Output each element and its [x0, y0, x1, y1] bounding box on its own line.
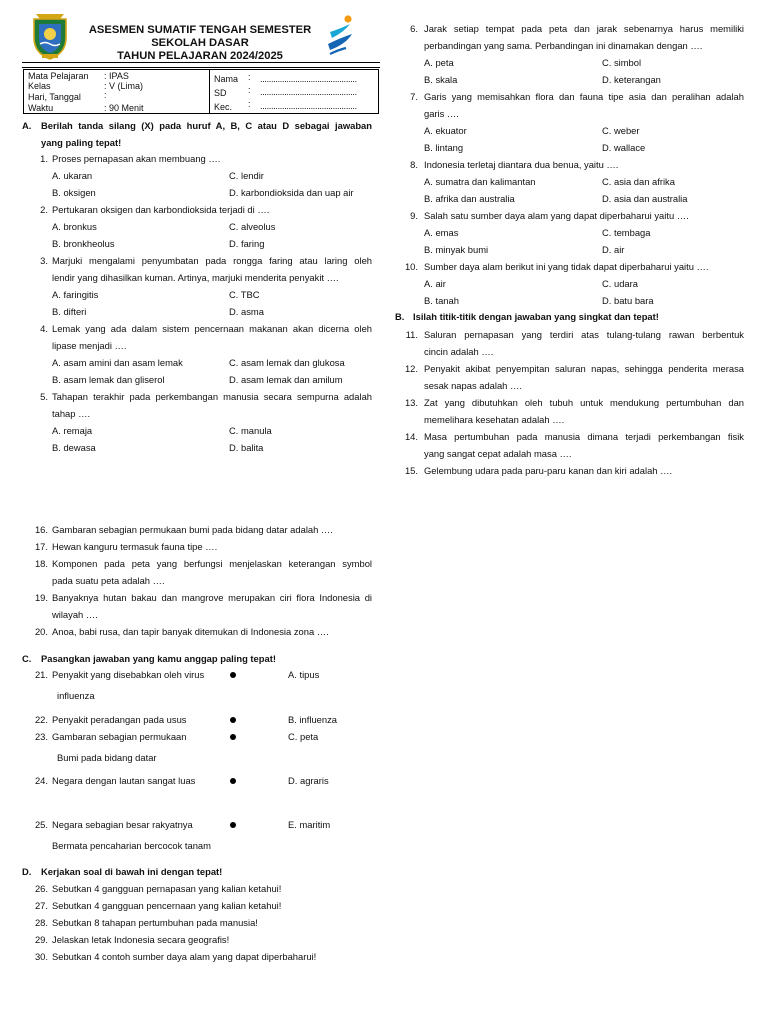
- section-a-title-line-2: yang paling tepat!: [41, 137, 122, 148]
- exam-title-line-1: ASESMEN SUMATIF TENGAH SEMESTER: [88, 24, 312, 36]
- question-text: Tahapan terakhir pada perkembangan manusia secara sempurna adalah: [52, 391, 372, 402]
- question-text: Zat yang dibutuhkan oleh tubuh untuk mendukung pertumbuhan dan: [424, 397, 744, 408]
- district-label: Kec.: [214, 102, 233, 112]
- matching-answer[interactable]: A. tipus: [288, 669, 320, 680]
- question-number: 2.: [40, 204, 48, 215]
- answer-option[interactable]: A. asam amini dan asam lemak: [52, 357, 183, 368]
- question-text: Hewan kanguru termasuk fauna tipe ….: [52, 541, 218, 552]
- question-text: cincin adalah ….: [424, 346, 494, 357]
- matching-answer[interactable]: D. agraris: [288, 775, 329, 786]
- answer-option[interactable]: B. dewasa: [52, 442, 96, 453]
- name-label: Nama: [214, 74, 239, 84]
- class-label: Kelas: [28, 81, 51, 91]
- question-text: Sebutkan 4 gangguan pencernaan yang kalian ketahui!: [52, 900, 282, 911]
- question-text: pada suatu peta adalah ….: [52, 575, 165, 586]
- question-text: Indonesia terletaj diantara dua benua, yaitu ….: [424, 159, 619, 170]
- question-number: 4.: [40, 323, 48, 334]
- answer-option[interactable]: A. peta: [424, 57, 454, 68]
- answer-option[interactable]: D. asia dan australia: [602, 193, 688, 204]
- question-number: 3.: [40, 255, 48, 266]
- question-text: Gambaran sebagian permukaan bumi pada bidang datar adalah ….: [52, 524, 333, 535]
- question-text: sesak napas adalah ….: [424, 380, 522, 391]
- answer-option[interactable]: C. lendir: [229, 170, 264, 181]
- section-a-letter: A.: [22, 120, 32, 131]
- matching-bullet[interactable]: [230, 778, 236, 784]
- district-field[interactable]: ............................................: [260, 101, 357, 111]
- answer-option[interactable]: C. udara: [602, 278, 638, 289]
- question-number: 20.: [34, 626, 48, 637]
- answer-option[interactable]: B. tanah: [424, 295, 459, 306]
- question-number: 30.: [34, 951, 48, 962]
- question-number: 13.: [404, 397, 418, 408]
- answer-option[interactable]: D. batu bara: [602, 295, 654, 306]
- answer-option[interactable]: A. ukaran: [52, 170, 93, 181]
- matching-answer[interactable]: E. maritim: [288, 819, 331, 830]
- question-text: Sebutkan 4 contoh sumber daya alam yang dapat diperbaharui!: [52, 951, 317, 962]
- question-number: 29.: [34, 934, 48, 945]
- answer-option[interactable]: B. asam lemak dan gliserol: [52, 374, 165, 385]
- subject-label: Mata Pelajaran: [28, 71, 89, 81]
- answer-option[interactable]: B. difteri: [52, 306, 87, 317]
- question-text: Sebutkan 4 gangguan pernapasan yang kalian ketahui!: [52, 883, 282, 894]
- question-text: Pertukaran oksigen dan karbondioksida terjadi di ….: [52, 204, 270, 215]
- answer-option[interactable]: C. simbol: [602, 57, 642, 68]
- question-number: 25.: [34, 819, 48, 830]
- question-number: 11.: [405, 329, 418, 340]
- matching-answer[interactable]: C. peta: [288, 731, 319, 742]
- question-text: memelihara kesehatan adalah ….: [424, 414, 565, 425]
- exam-title-line-2: SEKOLAH DASAR: [151, 37, 249, 49]
- question-number: 19.: [34, 592, 48, 603]
- question-number: 23.: [34, 731, 48, 742]
- matching-answer[interactable]: B. influenza: [288, 714, 337, 725]
- district-colon: :: [248, 99, 251, 109]
- question-number: 16.: [34, 524, 48, 535]
- answer-option[interactable]: C. manula: [229, 425, 272, 436]
- question-number: 27.: [34, 900, 48, 911]
- date-value: :: [104, 90, 107, 100]
- question-text: lipase menjadi ….: [52, 340, 127, 351]
- answer-option[interactable]: B. oksigen: [52, 187, 96, 198]
- answer-option[interactable]: A. air: [424, 278, 446, 289]
- section-c-letter: C.: [22, 653, 32, 664]
- question-number: 21.: [34, 669, 48, 680]
- question-number: 8.: [410, 159, 418, 170]
- question-text: Jarak setiap tempat pada peta dan jarak sebenarnya harus memiliki: [424, 23, 744, 34]
- answer-option[interactable]: A. ekuator: [424, 125, 467, 136]
- matching-prompt: Gambaran sebagian permukaan: [52, 731, 187, 742]
- class-value: : V (Lima): [104, 81, 144, 91]
- question-number: 22.: [34, 714, 48, 725]
- answer-option[interactable]: A. sumatra dan kalimantan: [424, 176, 536, 187]
- answer-option[interactable]: D. wallace: [602, 142, 646, 153]
- matching-bullet[interactable]: [230, 734, 236, 740]
- answer-option[interactable]: B. skala: [424, 74, 458, 85]
- question-text: wilayah ….: [52, 609, 98, 620]
- question-number: 10.: [404, 261, 418, 272]
- answer-option[interactable]: C. alveolus: [229, 221, 276, 232]
- matching-prompt: Negara dengan lautan sangat luas: [52, 775, 196, 786]
- question-text: Sebutkan 8 tahapan pertumbuhan pada manusia!: [52, 917, 258, 928]
- matching-prompt: Penyakit peradangan pada usus: [52, 714, 187, 725]
- question-number: 6.: [410, 23, 418, 34]
- answer-option[interactable]: A. emas: [424, 227, 459, 238]
- student-info-box: [23, 69, 379, 114]
- education-emblem-icon: [324, 14, 358, 58]
- question-number: 18.: [34, 558, 48, 569]
- question-number: 17.: [34, 541, 48, 552]
- question-text: Anoa, babi rusa, dan tapir banyak ditemukan di Indonesia zona ….: [52, 626, 329, 637]
- question-text: tahap ….: [52, 408, 91, 419]
- question-text: perbandingan yang sama. Perbandingan ini dinamakan dengan ….: [424, 40, 703, 51]
- name-field[interactable]: ............................................: [260, 74, 357, 84]
- answer-option[interactable]: D. keterangan: [602, 74, 661, 85]
- school-field[interactable]: ............................................: [260, 87, 357, 97]
- matching-prompt: Penyakit yang disebabkan oleh virus: [52, 669, 205, 680]
- answer-option[interactable]: B. bronkheolus: [52, 238, 115, 249]
- question-number: 9.: [410, 210, 418, 221]
- answer-option[interactable]: A. remaja: [52, 425, 93, 436]
- question-text: lendir yang dihasilkan kuman. Artinya, marjuki menderita penyakit ….: [52, 272, 339, 283]
- question-number: 1.: [40, 153, 48, 164]
- answer-option[interactable]: C. weber: [602, 125, 640, 136]
- answer-option[interactable]: B. afrika dan australia: [424, 193, 515, 204]
- question-text: Lemak yang ada dalam sistem pencernaan makanan akan dicerna oleh: [52, 323, 372, 334]
- answer-option[interactable]: A. bronkus: [52, 221, 97, 232]
- section-d-letter: D.: [22, 866, 32, 877]
- matching-prompt: Bermata pencaharian bercocok tanam: [52, 840, 211, 851]
- school-label: SD: [214, 88, 227, 98]
- matching-prompt: Bumi pada bidang datar: [57, 752, 157, 763]
- answer-option[interactable]: D. faring: [229, 238, 265, 249]
- matching-bullet[interactable]: [230, 672, 236, 678]
- school-colon: :: [248, 85, 251, 95]
- matching-bullet[interactable]: [230, 717, 236, 723]
- question-number: 14.: [404, 431, 418, 442]
- answer-option[interactable]: D. karbondioksida dan uap air: [229, 187, 354, 198]
- question-text: garis ….: [424, 108, 459, 119]
- question-text: Marjuki mengalami penyumbatan pada rongga faring atau laring oleh: [52, 255, 372, 266]
- answer-option[interactable]: C. TBC: [229, 289, 260, 300]
- question-number: 28.: [34, 917, 48, 928]
- name-colon: :: [248, 72, 251, 82]
- question-text: Banyaknya hutan bakau dan mangrove merupakan ciri flora Indonesia di: [52, 592, 372, 603]
- answer-option[interactable]: D. balita: [229, 442, 264, 453]
- date-label: Hari, Tanggal: [28, 92, 81, 102]
- question-number: 7.: [410, 91, 418, 102]
- question-text: Gelembung udara pada paru-paru kanan dan kiri adalah ….: [424, 465, 673, 476]
- question-text: Salah satu sumber daya alam yang dapat diperbaharui yaitu ….: [424, 210, 689, 221]
- question-number: 26.: [34, 883, 48, 894]
- answer-option[interactable]: D. asam lemak dan amilum: [229, 374, 343, 385]
- section-d-title: Kerjakan soal di bawah ini dengan tepat!: [41, 866, 223, 877]
- question-text: Penyakit akibat penyempitan saluran napas, sehingga penderita merasa: [424, 363, 744, 374]
- matching-prompt: influenza: [57, 690, 95, 701]
- matching-bullet[interactable]: [230, 822, 236, 828]
- section-b-letter: B.: [395, 311, 405, 322]
- question-number: 5.: [40, 391, 48, 402]
- info-box-divider: [209, 70, 210, 113]
- question-text: Masa pertumbuhan pada manusia dimana terjadi perkembangan fisik: [424, 431, 744, 442]
- question-text: Garis yang memisahkan flora dan fauna tipe asia dan peralihan adalah: [424, 91, 744, 102]
- question-text: Jelaskan letak Indonesia secara geografis!: [52, 934, 230, 945]
- section-c-title: Pasangkan jawaban yang kamu anggap paling tepat!: [41, 653, 276, 664]
- time-value: : 90 Menit: [104, 103, 144, 113]
- answer-option[interactable]: C. tembaga: [602, 227, 651, 238]
- answer-option[interactable]: C. asia dan afrika: [602, 176, 675, 187]
- question-number: 15.: [404, 465, 418, 476]
- section-b-title: Isilah titik-titik dengan jawaban yang singkat dan tepat!: [413, 311, 659, 322]
- header-double-rule: [22, 62, 380, 68]
- question-text: yang sangat cepat adalah masa ….: [424, 448, 572, 459]
- answer-option[interactable]: D. air: [602, 244, 625, 255]
- regency-crest-icon: [30, 12, 70, 60]
- answer-option[interactable]: B. minyak bumi: [424, 244, 489, 255]
- answer-option[interactable]: A. faringitis: [52, 289, 99, 300]
- question-number: 12.: [404, 363, 418, 374]
- question-text: Proses pernapasan akan membuang ….: [52, 153, 221, 164]
- question-text: Komponen pada peta yang berfungsi menjelaskan keterangan symbol: [52, 558, 372, 569]
- question-text: Sumber daya alam berikut ini yang tidak dapat diperbaharui yaitu ….: [424, 261, 709, 272]
- exam-title-line-3: TAHUN PELAJARAN 2024/2025: [117, 50, 283, 62]
- answer-option[interactable]: C. asam lemak dan glukosa: [229, 357, 345, 368]
- question-text: Saluran pernapasan yang terdiri atas tulang-tulang rawan berbentuk: [424, 329, 744, 340]
- question-number: 24.: [34, 775, 48, 786]
- answer-option[interactable]: B. lintang: [424, 142, 464, 153]
- section-a-title-line-1: Berilah tanda silang (X) pada huruf A, B, C atau D sebagai jawaban: [41, 120, 372, 131]
- subject-value: : IPAS: [104, 71, 129, 81]
- answer-option[interactable]: D. asma: [229, 306, 264, 317]
- time-label: Waktu: [28, 103, 54, 113]
- matching-prompt: Negara sebagian besar rakyatnya: [52, 819, 193, 830]
